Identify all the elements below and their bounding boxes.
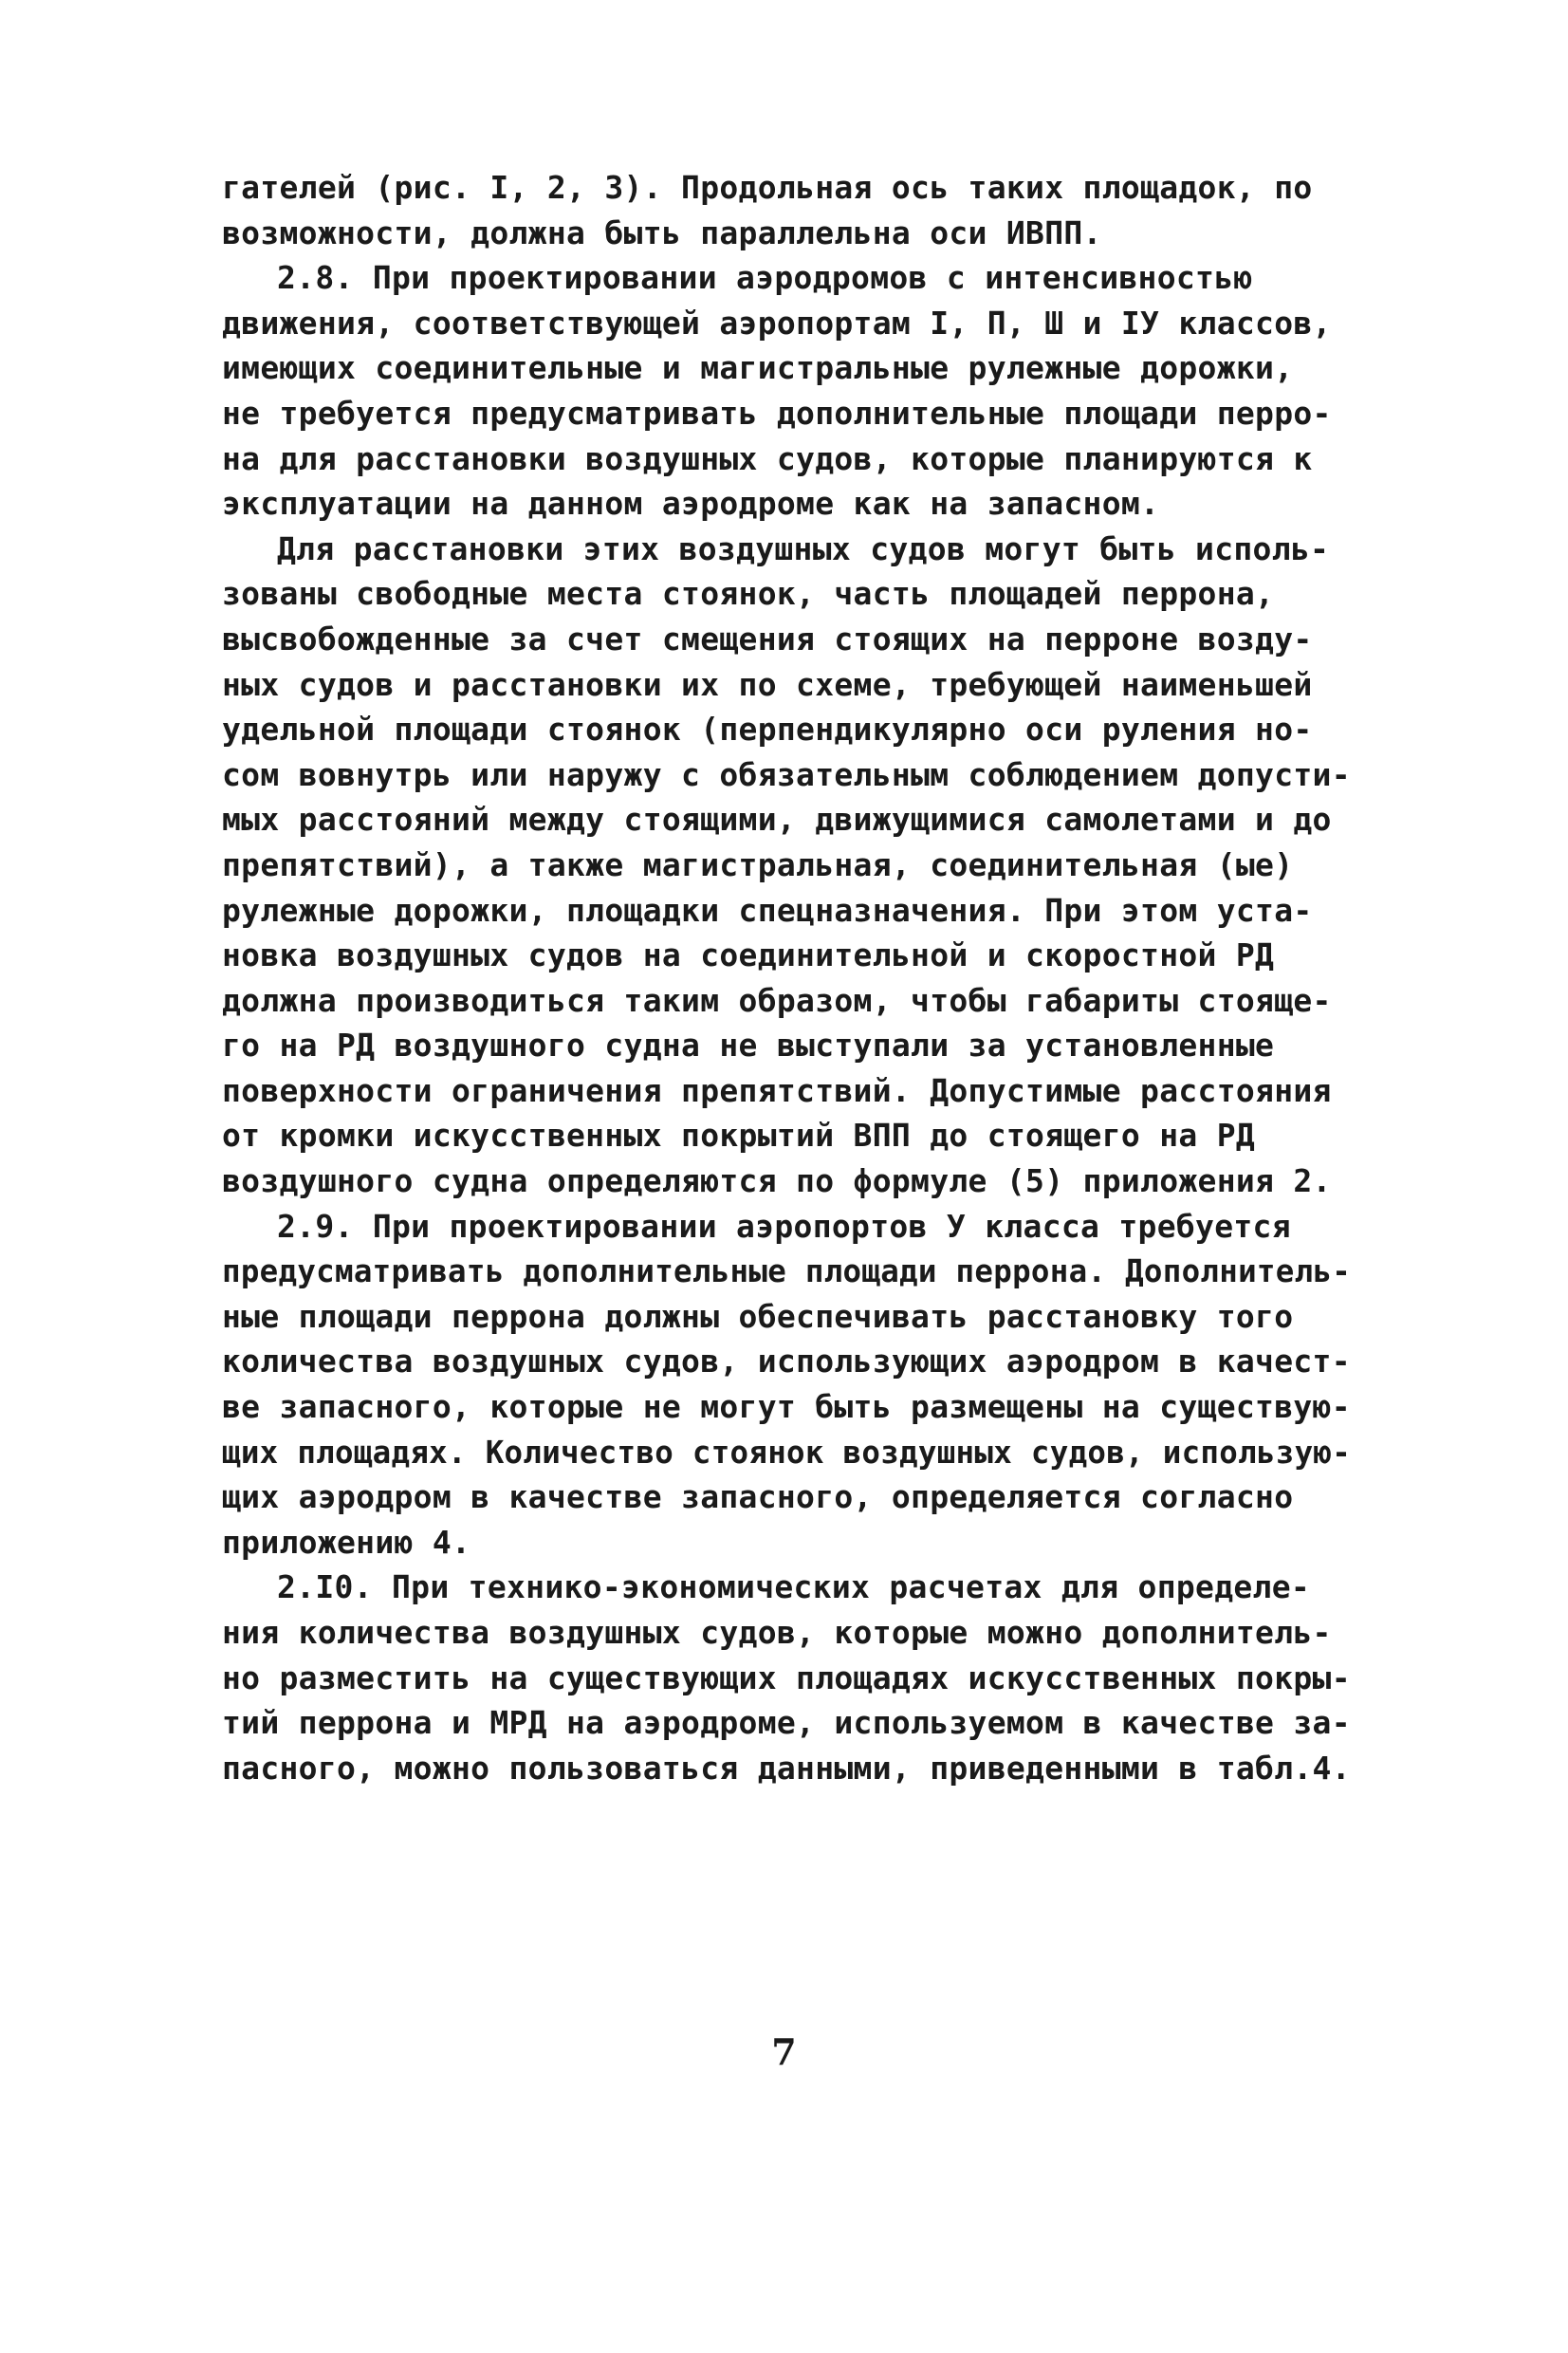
text-line: пасного, можно пользоваться данными, приведенными в табл.4. <box>222 1749 1351 1787</box>
text-line: воздушного судна определяются по формуле (5) приложения 2. <box>222 1162 1332 1200</box>
text-line: 2.8. При проектировании аэродромов с интенсивностью <box>277 259 1253 297</box>
text-line: не требуется предусматривать дополнительные площади перро- <box>222 394 1332 432</box>
text-line: зованы свободные места стоянок, часть площадей перрона, <box>222 575 1275 613</box>
text-line: от кромки искусственных покрытий ВПП до стоящего на РД <box>222 1117 1256 1155</box>
text-line: щих аэродром в качестве запасного, определяется согласно <box>222 1478 1294 1516</box>
text-line: препятствий), а также магистральная, соединительная (ые) <box>222 845 1294 883</box>
text-line: ния количества воздушных судов, которые можно дополнитель- <box>222 1614 1332 1651</box>
text-line: количества воздушных судов, использующих аэродром в качест- <box>222 1343 1351 1380</box>
text-line: предусматривать дополнительные площади перрона. Дополнитель- <box>222 1252 1352 1290</box>
text-line: имеющих соединительные и магистральные рулежные дорожки, <box>222 349 1294 387</box>
text-line: мых расстояний между стоящими, движущимися самолетами и до <box>222 801 1332 839</box>
text-line: движения, соответствующей аэропортам I, П, Ш и IУ классов, <box>222 304 1332 342</box>
text-line: поверхности ограничения препятствий. Допустимые расстояния <box>222 1071 1332 1109</box>
text-line: 2.9. При проектировании аэропортов У класса требуется <box>277 1207 1291 1245</box>
text-line: новка воздушных судов на соединительной и скоростной РД <box>222 936 1275 974</box>
text-line: эксплуатации на данном аэродроме как на запасном. <box>222 485 1160 523</box>
text-line: щих площадях. Количество стоянок воздушных судов, использую- <box>222 1433 1352 1471</box>
text-line: Для расстановки этих воздушных судов могут быть исполь- <box>277 529 1330 567</box>
text-line: го на РД воздушного судна не выступали за установленные <box>222 1027 1275 1065</box>
text-line: 2.I0. При технико-экономических расчетах для определе- <box>277 1568 1311 1606</box>
text-line: приложению 4. <box>222 1523 471 1561</box>
text-line: ных судов и расстановки их по схеме, требующей наименьшей <box>222 665 1313 703</box>
text-line: гателей (рис. I, 2, 3). Продольная ось таких площадок, по <box>222 169 1313 206</box>
text-line: высвобожденные за счет смещения стоящих на перроне возду- <box>222 620 1313 658</box>
text-line: возможности, должна быть параллельна оси ИВПП. <box>222 213 1102 251</box>
text-line: удельной площади стоянок (перпендикулярно оси руления но- <box>222 711 1313 749</box>
body-text <box>222 165 1351 1790</box>
text-line: но разместить на существующих площадях искусственных покры- <box>222 1658 1351 1696</box>
text-line: сом вовнутрь или наружу с обязательным соблюдением допусти- <box>222 755 1351 793</box>
text-line: тий перрона и МРД на аэродроме, используемом в качестве за- <box>222 1704 1351 1742</box>
text-line: ные площади перрона должны обеспечивать расстановку того <box>222 1297 1294 1335</box>
page-number: 7 <box>771 2030 797 2073</box>
text-line: должна производиться таким образом, чтобы габариты стояще- <box>222 981 1332 1019</box>
text-line: рулежные дорожки, площадки спецназначения. При этом уста- <box>222 891 1313 929</box>
text-line: ве запасного, которые не могут быть размещены на существую- <box>222 1388 1351 1426</box>
text-line: на для расстановки воздушных судов, которые планируются к <box>222 439 1313 477</box>
